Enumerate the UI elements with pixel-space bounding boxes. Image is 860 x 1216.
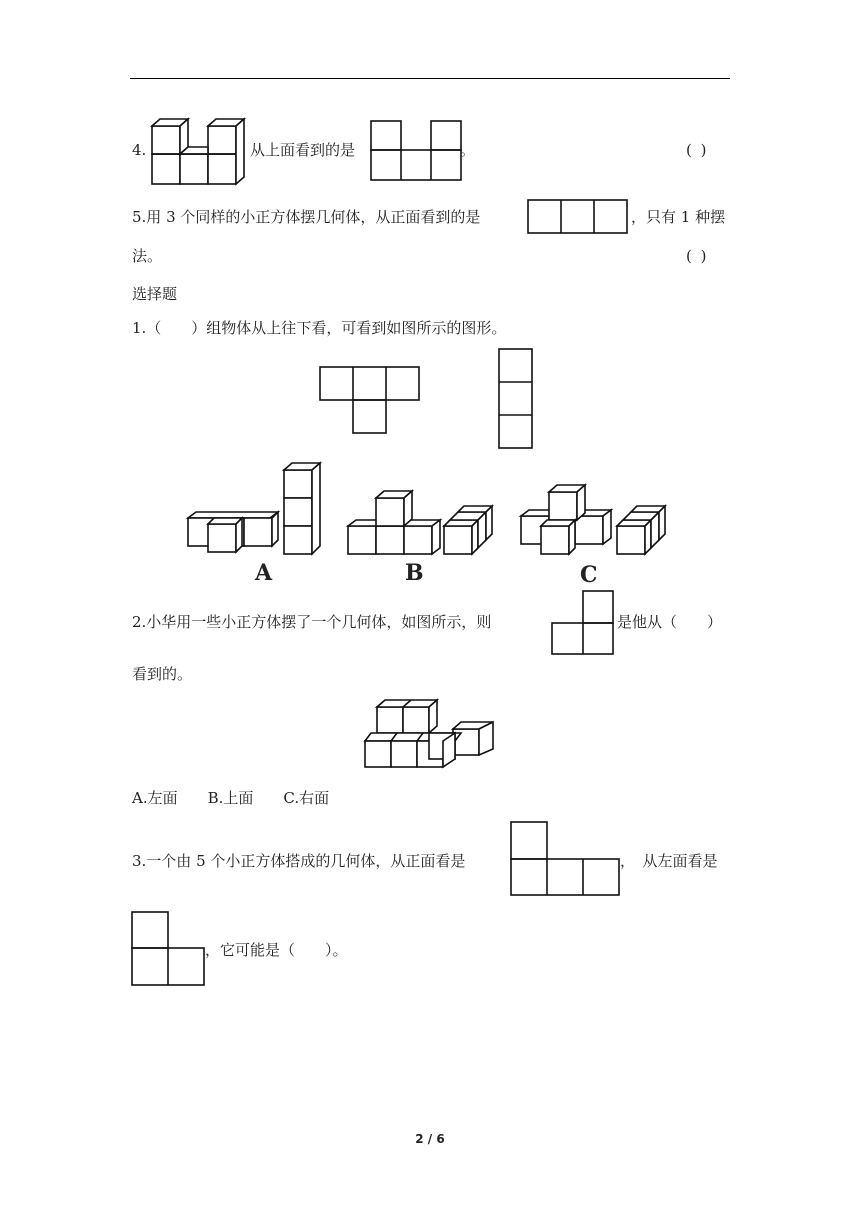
c1-top-view-t-shape [319, 366, 421, 434]
q4-text: 从上面看到的是 [250, 141, 356, 159]
q4-end: 。 [460, 141, 476, 159]
q4-top-view-figure [370, 120, 462, 182]
q5-front-view-figure [527, 198, 629, 236]
section-title: 选择题 [132, 285, 178, 303]
page-number: 2 / 6 [415, 1132, 445, 1146]
q4-number: 4. [132, 141, 147, 159]
c1-label-a: A [255, 560, 273, 586]
header-rule [130, 78, 730, 79]
q5-line1: 5.用 3 个同样的小正方体摆几何体，从正面看到的是 [132, 208, 481, 226]
c1-option-b-figure [346, 490, 496, 558]
c1-label-c: C [580, 562, 598, 588]
c1-option-c-figure [519, 484, 669, 558]
c2-line1-end: 是他从（ ） [617, 613, 723, 631]
c2-cubes-figure [363, 697, 497, 771]
c2-options: A.左面 B.上面 C.右面 [132, 789, 330, 807]
c1-option-a-figure [186, 462, 326, 556]
c1-label-b: B [405, 560, 424, 586]
q4-answer-blank[interactable]: ( ) [686, 141, 709, 159]
c1-text: 1.（ ）组物体从上往下看，可看到如图所示的图形。 [132, 319, 507, 337]
c2-line2: 看到的。 [132, 665, 193, 683]
c2-line1: 2.小华用一些小正方体摆了一个几何体，如图所示，则 [132, 613, 492, 631]
c2-view-figure [551, 590, 615, 656]
c3-line1-end: ， 从左面看是 [620, 852, 718, 870]
c1-top-view-column [498, 348, 534, 450]
q5-line1-end: ，只有 1 种摆 [631, 208, 726, 226]
c3-front-view-figure [510, 821, 622, 897]
c3-line1: 3.一个由 5 个小正方体搭成的几何体，从正面看是 [132, 852, 466, 870]
q4-cubes-figure [150, 118, 250, 188]
q5-line2: 法。 [132, 247, 163, 265]
c3-left-view-figure [131, 911, 207, 987]
c3-line2: ，它可能是（ ）。 [205, 941, 348, 959]
q5-answer-blank[interactable]: ( ) [686, 247, 709, 265]
